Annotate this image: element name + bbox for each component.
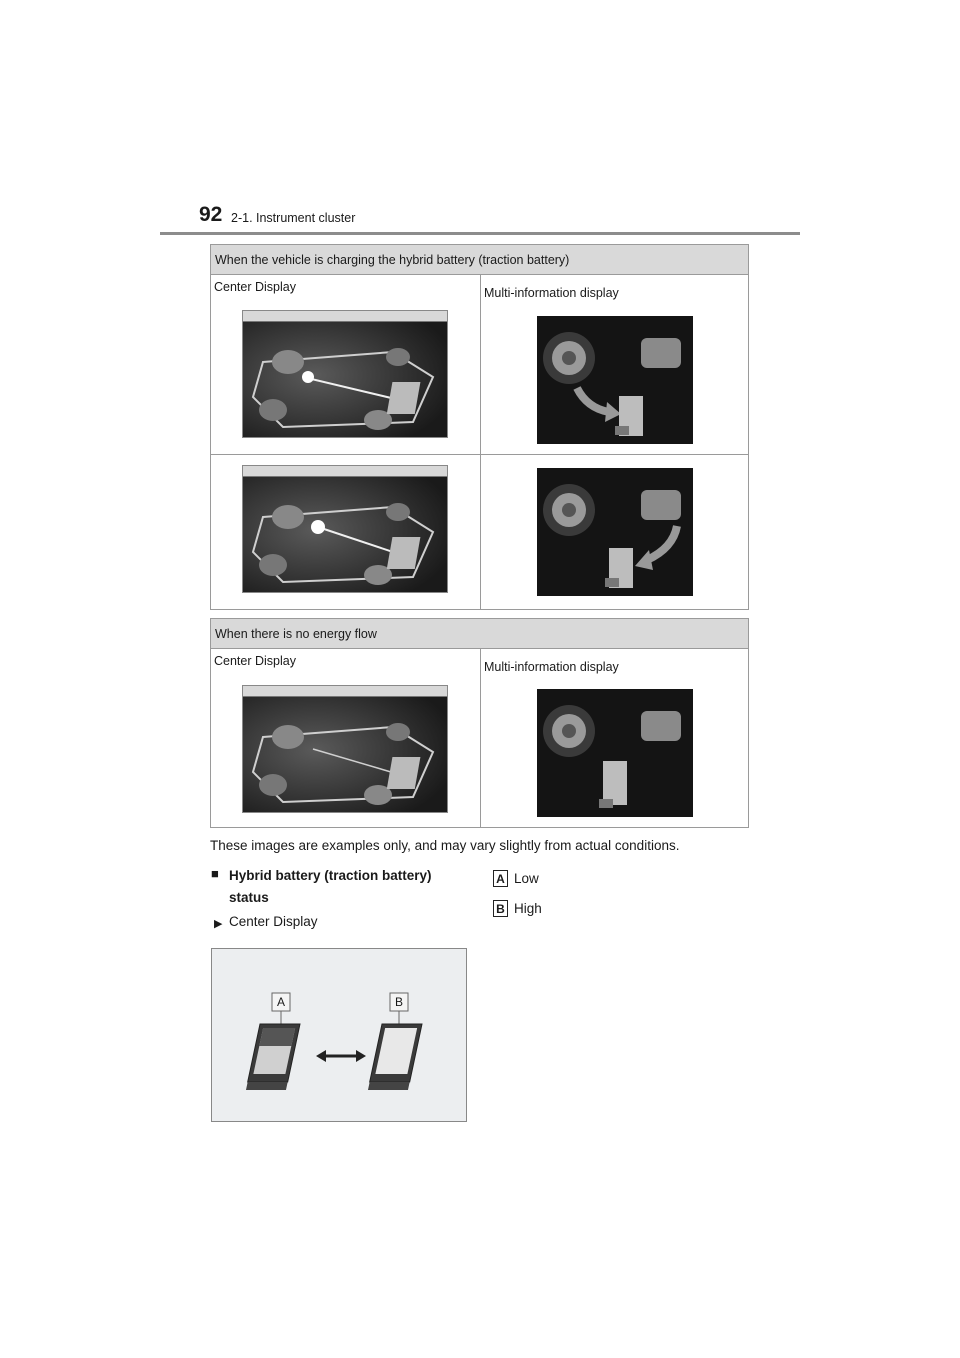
- header-rule: [160, 232, 800, 235]
- charging-table: [210, 244, 749, 610]
- battery-level-icon: [212, 949, 466, 1121]
- page-number: 92: [199, 203, 223, 226]
- multi-info-image: [537, 689, 693, 817]
- diagram-label-b: B: [394, 995, 403, 1009]
- car-energy-flow-icon: [243, 322, 448, 438]
- legend-letter-b: B: [493, 900, 508, 917]
- diagram-label-a: A: [276, 995, 285, 1009]
- center-display-image: [242, 310, 448, 438]
- car-energy-flow-icon: [243, 477, 448, 593]
- energy-flow-icon: [537, 689, 693, 817]
- no-energy-table-header: When there is no energy flow: [211, 619, 748, 649]
- center-display-label: Center Display: [214, 280, 296, 294]
- center-display-label: Center Display: [214, 654, 296, 668]
- legend-text-low: Low: [514, 871, 539, 886]
- charging-table-header: When the vehicle is charging the hybrid battery (traction battery): [211, 245, 748, 275]
- battery-status-diagram: [211, 948, 467, 1122]
- energy-flow-icon: [537, 468, 693, 596]
- legend-letter-a: A: [493, 870, 508, 887]
- section-title: 2-1. Instrument cluster: [231, 211, 356, 225]
- note-text: These images are examples only, and may vary slightly from actual conditions.: [210, 838, 680, 853]
- section-heading: Hybrid battery (traction battery) status: [229, 868, 432, 905]
- multi-info-image: [537, 316, 693, 444]
- energy-flow-icon: [537, 316, 693, 444]
- square-bullet: ■: [211, 866, 219, 881]
- center-display-image: [242, 685, 448, 813]
- legend-text-high: High: [514, 901, 542, 916]
- no-energy-row: [211, 649, 748, 827]
- sub-item-label: Center Display: [229, 914, 318, 929]
- multi-info-display-label: Multi-information display: [484, 660, 619, 674]
- center-display-image: [242, 465, 448, 593]
- charging-row-2: [211, 455, 748, 609]
- arrow-bullet-icon: ▶: [214, 918, 223, 930]
- car-energy-flow-icon: [243, 697, 448, 813]
- multi-info-display-label: Multi-information display: [484, 286, 619, 300]
- charging-row-1: [211, 275, 748, 455]
- multi-info-image: [537, 468, 693, 596]
- no-energy-table: [210, 618, 749, 828]
